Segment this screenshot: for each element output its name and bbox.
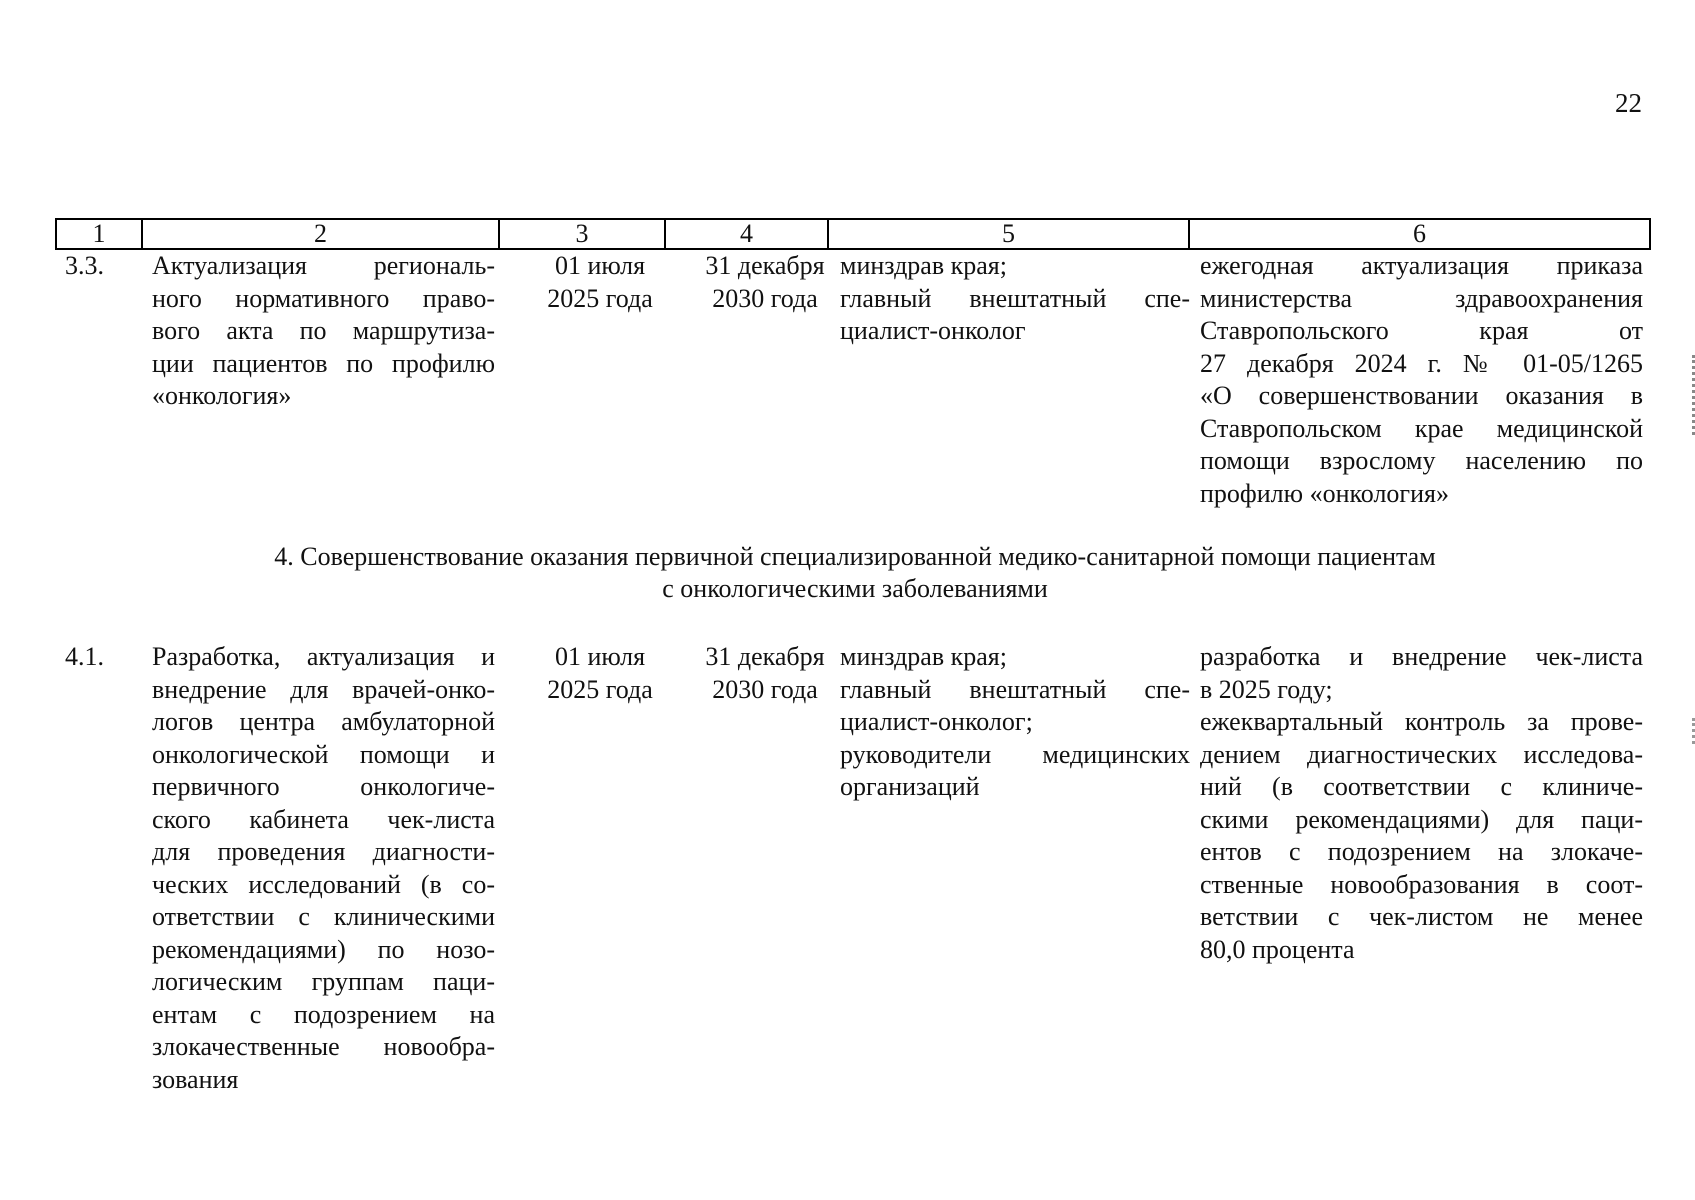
column-number-2: 2 bbox=[143, 220, 500, 248]
text-line: 31 декабря bbox=[705, 251, 825, 280]
text-line: циалист-онколог bbox=[840, 316, 1026, 345]
text-line: помощи взрослому населению по bbox=[1200, 446, 1643, 475]
text-line: Ставропольском крае медицинской bbox=[1200, 413, 1643, 443]
row-number: 3.3. bbox=[65, 251, 104, 280]
text-line: 2030 года bbox=[712, 283, 818, 313]
text-line: в 2025 году; bbox=[1200, 674, 1333, 704]
text-line: разработка и внедрение чек-листа bbox=[1200, 642, 1643, 671]
text-line: для проведения диагности- bbox=[152, 837, 495, 866]
text-line: онкологической помощи и bbox=[152, 739, 495, 769]
text-line: 2030 года bbox=[712, 674, 818, 704]
text-line: ний (в соответствии с клиниче- bbox=[1200, 772, 1643, 801]
responsible-parties bbox=[840, 250, 1190, 348]
text-line: Ставропольского края от bbox=[1200, 316, 1643, 345]
text-line: внедрение для врачей-онко- bbox=[152, 674, 495, 704]
section-heading-line: 4. Совершенствование оказания первичной специализированной медико-санитарной помощи пациентам bbox=[274, 542, 1436, 571]
text-line: ского кабинета чек-листа bbox=[152, 804, 495, 834]
text-line: ответствии с клиническими bbox=[152, 902, 495, 931]
text-line: главный внештатный спе- bbox=[840, 674, 1190, 704]
text-line: 01 июля bbox=[554, 251, 646, 280]
text-line: «О совершенствовании оказания в bbox=[1200, 381, 1643, 410]
start-date bbox=[515, 250, 685, 315]
text-line: 01 июля bbox=[554, 642, 646, 671]
text-line: рекомендациями) по нозо- bbox=[152, 934, 495, 964]
text-line: 27 декабря 2024 г. № 01-05/1265 bbox=[1200, 348, 1643, 378]
text-line: первичного онкологиче- bbox=[152, 772, 495, 801]
activity-name bbox=[152, 250, 495, 413]
section-heading-line: с онкологическими заболеваниями bbox=[662, 574, 1048, 603]
column-number-4: 4 bbox=[666, 220, 829, 248]
column-number-6: 6 bbox=[1413, 219, 1426, 248]
text-line: 2025 года bbox=[547, 283, 653, 313]
text-line: скими рекомендациями) для паци- bbox=[1200, 804, 1643, 834]
text-line: руководители медицинских bbox=[840, 739, 1190, 769]
expected-result bbox=[1200, 641, 1643, 966]
text-line: ветствии с чек-листом не менее bbox=[1200, 902, 1643, 931]
text-line: организаций bbox=[840, 772, 980, 801]
text-line: профилю «онкология» bbox=[1200, 478, 1449, 508]
text-line: циалист-онколог; bbox=[840, 707, 1033, 736]
text-line: минздрав края; bbox=[840, 251, 1007, 280]
column-number-3: 3 bbox=[500, 220, 666, 248]
text-line: министерства здравоохранения bbox=[1200, 283, 1643, 313]
activity-name bbox=[152, 641, 495, 1096]
text-line: ентов с подозрением на злокаче- bbox=[1200, 837, 1643, 866]
row-number: 4.1. bbox=[65, 642, 104, 671]
text-line: 31 декабря bbox=[705, 642, 825, 671]
end-date bbox=[680, 250, 850, 315]
text-line: ентам с подозрением на bbox=[152, 999, 495, 1029]
text-line: главный внештатный спе- bbox=[840, 283, 1190, 313]
text-line: дением диагностических исследова- bbox=[1200, 739, 1643, 769]
scan-margin-mark bbox=[1686, 718, 1695, 744]
table-header-row bbox=[55, 218, 1651, 250]
text-line: ного нормативного право- bbox=[152, 283, 495, 313]
text-line: 2025 года bbox=[547, 674, 653, 704]
scan-margin-mark bbox=[1686, 355, 1695, 435]
text-line: логическим группам паци- bbox=[152, 967, 495, 996]
expected-result bbox=[1200, 250, 1643, 510]
section-heading bbox=[100, 541, 1610, 605]
end-date bbox=[680, 641, 850, 706]
text-line: зования bbox=[152, 1064, 239, 1094]
text-line: ческих исследований (в со- bbox=[152, 869, 495, 899]
text-line: ежегодная актуализация приказа bbox=[1200, 251, 1643, 280]
responsible-parties bbox=[840, 641, 1190, 804]
start-date bbox=[515, 641, 685, 706]
text-line: злокачественные новообра- bbox=[152, 1032, 495, 1061]
text-line: Разработка, актуализация и bbox=[152, 642, 495, 671]
column-number-1: 1 bbox=[57, 220, 143, 248]
text-line: 80,0 процента bbox=[1200, 934, 1355, 964]
text-line: ственные новообразования в соот- bbox=[1200, 869, 1643, 899]
text-line: минздрав края; bbox=[840, 642, 1007, 671]
text-line: «онкология» bbox=[152, 381, 292, 410]
column-number-5: 5 bbox=[829, 220, 1190, 248]
text-line: ции пациентов по профилю bbox=[152, 348, 495, 378]
text-line: Актуализация региональ- bbox=[152, 251, 495, 280]
text-line: логов центра амбулаторной bbox=[152, 707, 495, 736]
text-line: ежеквартальный контроль за прове- bbox=[1200, 707, 1643, 736]
text-line: вого акта по маршрутиза- bbox=[152, 316, 495, 345]
page-number: 22 bbox=[1615, 88, 1642, 118]
